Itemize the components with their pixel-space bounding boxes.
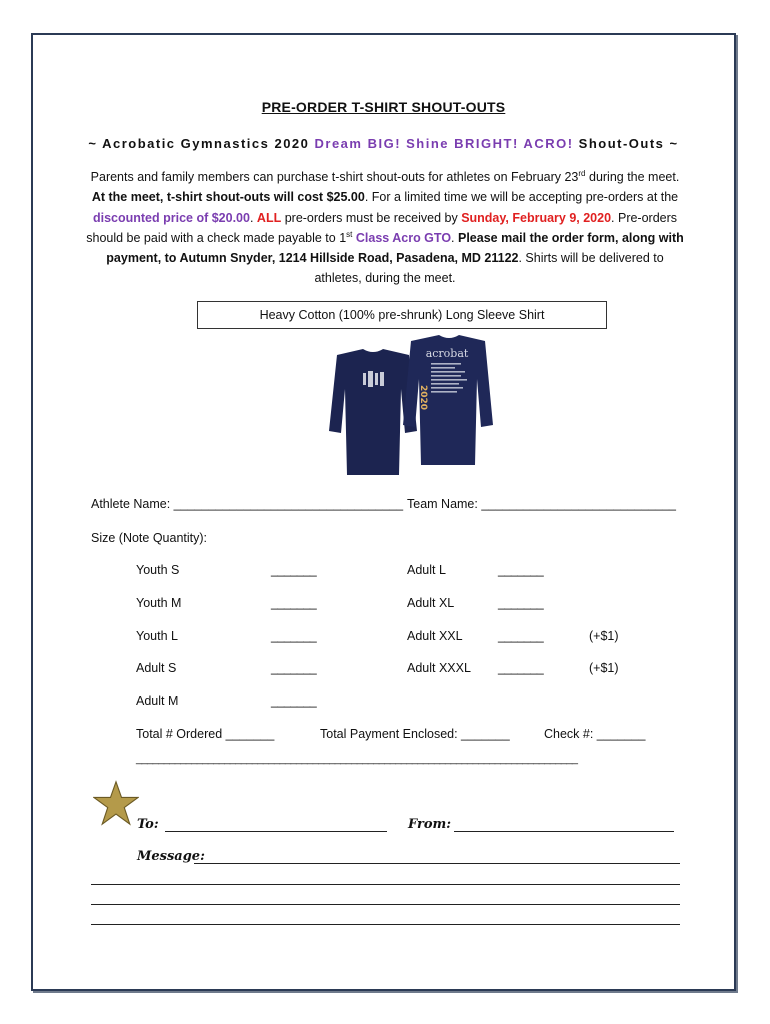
size-adult-s-qty[interactable]: _______ [271,661,317,675]
intro-paragraph [83,167,687,289]
intro-mail-address: Please mail the order form, along with payment, to Autumn Snyder, 1214 Hillside Road, Pasadena, MD 21122 [106,230,684,266]
size-youth-s-label: Youth S [136,563,180,577]
intro-text: . [249,210,257,225]
athlete-name-field[interactable]: Athlete Name: _________________________________ [91,497,404,511]
size-adult-xxl-surcharge: (+$1) [589,629,619,643]
size-adult-xxl-qty[interactable]: _______ [498,629,544,643]
size-adult-xl-qty[interactable]: _______ [498,596,544,610]
intro-sup: rd [578,168,586,178]
size-youth-s-qty[interactable]: _______ [271,563,317,577]
shirt-image [315,333,495,479]
message-line-4[interactable] [91,924,680,925]
subtitle-suffix: Shout-Outs ~ [573,136,679,151]
to-label: To: [137,817,159,832]
shirt-back-word: acrobat [425,347,469,360]
intro-text: Parents and family members can purchase t-shirt shout-outs for athletes on February 23 [90,170,579,184]
size-adult-m-qty[interactable]: _______ [271,694,317,708]
intro-text: . [451,230,458,245]
size-adult-l-label: Adult L [407,563,446,577]
shirt-description-box: Heavy Cotton (100% pre-shrunk) Long Sleeve Shirt [197,301,607,329]
intro-text: . Shirts will be delivered to athletes, during the meet. [314,251,664,286]
size-adult-xxxl-surcharge: (+$1) [589,661,619,675]
message-label: Message: [137,849,205,864]
total-ordered-field[interactable]: Total # Ordered _______ [136,727,275,741]
message-line-1[interactable] [194,863,680,864]
size-adult-xxxl-label: Adult XXXL [407,661,471,675]
total-payment-field[interactable]: Total Payment Enclosed: _______ [320,727,510,741]
shirt-year: 2020 [418,385,428,411]
from-label: From: [408,817,452,832]
page-title: PRE-ORDER T-SHIRT SHOUT-OUTS [261,99,506,115]
size-adult-l-qty[interactable]: _______ [498,563,544,577]
intro-payee: Class Acro GTO [352,230,452,245]
from-line[interactable] [454,831,674,832]
to-line[interactable] [165,831,387,832]
intro-text: pre-orders must be received by [281,210,462,225]
form-page [31,33,736,991]
subtitle [33,136,734,151]
intro-text: . Pre-orders should be paid with a check made payable to 1 [86,210,678,245]
size-youth-l-label: Youth L [136,629,178,643]
size-label: Size (Note Quantity): [91,531,208,545]
star-icon [93,780,139,826]
message-line-3[interactable] [91,904,680,905]
intro-all: ALL [256,210,282,225]
intro-discount-price: discounted price of $20.00 [92,210,250,225]
subtitle-prefix: ~ Acrobatic Gymnastics 2020 [88,136,315,151]
message-line-2[interactable] [91,884,680,885]
size-adult-m-label: Adult M [136,694,179,708]
check-number-field[interactable]: Check #: _______ [544,727,646,741]
intro-deadline: Sunday, February 9, 2020 [461,210,612,225]
intro-text: . For a limited time we will be accepting pre-orders at the [364,190,679,205]
size-youth-l-qty[interactable]: _______ [271,629,317,643]
shirt-front [329,349,417,475]
size-adult-xl-label: Adult XL [407,596,455,610]
size-adult-xxxl-qty[interactable]: _______ [498,661,544,675]
subtitle-slogan: Dream BIG! Shine BRIGHT! ACRO! [314,136,574,151]
team-name-field[interactable]: Team Name: ____________________________ [407,497,676,511]
size-youth-m-label: Youth M [136,596,182,610]
intro-sup: st [346,229,353,239]
intro-text: during the meet. [585,170,680,184]
cut-separator: ________________________________________________________________________________ [136,753,578,765]
size-adult-s-label: Adult S [136,661,177,675]
size-adult-xxl-label: Adult XXL [407,629,463,643]
size-youth-m-qty[interactable]: _______ [271,596,317,610]
intro-onsite-price: At the meet, t-shirt shout-outs will cost $25.00 [91,190,365,205]
